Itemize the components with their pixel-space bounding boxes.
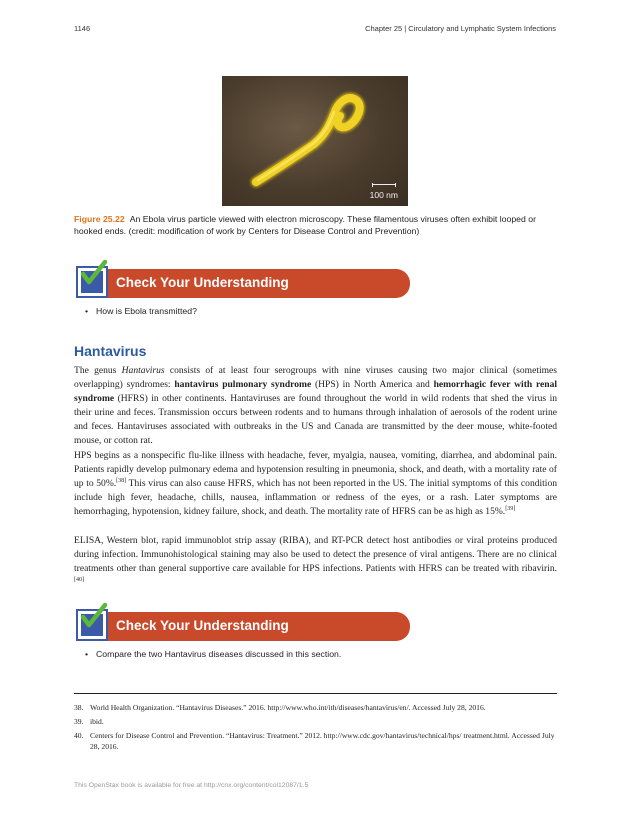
footnote-text: World Health Organization. “Hantavirus Diseases.” 2016. http://www.who.int/ith/diseases/hantavirus/en/. Accessed July 28, 2016. — [90, 703, 486, 712]
footnote-divider — [74, 693, 557, 694]
chapter-title: Chapter 25 | Circulatory and Lymphatic System Infections — [365, 24, 556, 33]
citation-40[interactable]: [40] — [74, 576, 84, 583]
footnote-38 — [74, 702, 557, 714]
banner-title: Check Your Understanding — [116, 618, 289, 633]
citation-38[interactable]: [38] — [116, 477, 127, 484]
citation-39[interactable]: [39] — [505, 505, 516, 512]
checkbox-icon — [76, 266, 108, 298]
checkmark-icon — [76, 601, 110, 631]
paragraph-3: ELISA, Western blot, rapid immunoblot strip assay (RIBA), and RT-PCR detect host antibodies or viral proteins produced during infection. Immunohistological staining may also be used to detect the presence of viral antigens. There are no clinical treatments other than general supportive care available for HPS infections. Patients with HFRS can be treated with ribavirin.[40] — [74, 535, 557, 583]
figure-caption-text: An Ebola virus particle viewed with electron microscopy. These filamentous viruses often exhibit looped or hooked ends. (credit: modification of work by Centers for Disease Control and Prevention) — [74, 214, 536, 236]
figure-caption — [74, 213, 544, 237]
footnote-number: 40. — [74, 731, 84, 740]
question-bullet-2: • Compare the two Hantavirus diseases discussed in this section. — [96, 649, 341, 659]
question-bullet-1: • How is Ebola transmitted? — [96, 306, 197, 316]
checkbox-icon — [76, 609, 108, 641]
ebola-micrograph — [222, 76, 408, 206]
footnote-number: 38. — [74, 703, 84, 712]
paragraph-1: The genus Hantavirus consists of at least four serogroups with nine viruses causing two major clinical (sometimes overlapping) syndromes: hantavirus pulmonary syndrome (HPS) in North America and hemorrhagic fever with renal syndrome (HFRS) in other continents. Hantaviruses are found throughout the world in wild rodents that shed the virus in their urine and feces. Transmission occurs between rodents and to humans through inhalation of aerosols of the rodent urine and feces. Hantaviruses associated with outbreaks in the US and Canada are transmitted by the deer mouse, white-footed mouse, or cotton rat. — [74, 365, 558, 446]
check-understanding-banner-1 — [76, 266, 410, 300]
page-header — [74, 24, 556, 38]
scale-label: 100 nm — [369, 190, 398, 200]
checkmark-icon — [76, 258, 110, 288]
term-hps: hantavirus pulmonary syndrome — [174, 378, 312, 390]
paragraph-2: HPS begins as a nonspecific flu-like illness with headache, fever, myalgia, nausea, vomiting, diarrhea, and abdominal pain. Patients rapidly develop pulmonary edema and hypotension resulting in pneumonia, shock, and death, with a mortality rate of up to 50%.[38] This virus can also cause HFRS, which has not been reported in the US. The initial symptoms of this condition include high fever, headache, chills, nausea, inflammation or redness of the eyes, or a rash. Later symptoms are hemorrhaging, hypotension, kidney failure, shock, and death. The mortality rate of HFRS can be as high as 15%.[39] — [74, 450, 557, 517]
page-number: 1146 — [74, 24, 91, 33]
section-heading: Hantavirus — [74, 343, 147, 359]
footnote-40 — [74, 730, 557, 754]
footnote-text: ibid. — [90, 717, 104, 726]
footnote-number: 39. — [74, 717, 84, 726]
figure-label: Figure 25.22 — [74, 214, 125, 224]
check-understanding-banner-2 — [76, 609, 410, 643]
footnote-39 — [74, 716, 557, 728]
banner-title: Check Your Understanding — [116, 275, 289, 290]
term-hfrs: hemorrhagic fever with renal syndrome — [74, 378, 557, 404]
page-footer: This OpenStax book is available for free at http://cnx.org/content/col12087/1.5 — [74, 782, 309, 789]
footnote-text: Centers for Disease Control and Prevention. “Hantavirus: Treatment.” 2012. http://www.cdc.gov/hantavirus/technical/hps/ treatment.html. Accessed July 28, 2016. — [90, 731, 555, 751]
scale-bar — [372, 183, 396, 187]
